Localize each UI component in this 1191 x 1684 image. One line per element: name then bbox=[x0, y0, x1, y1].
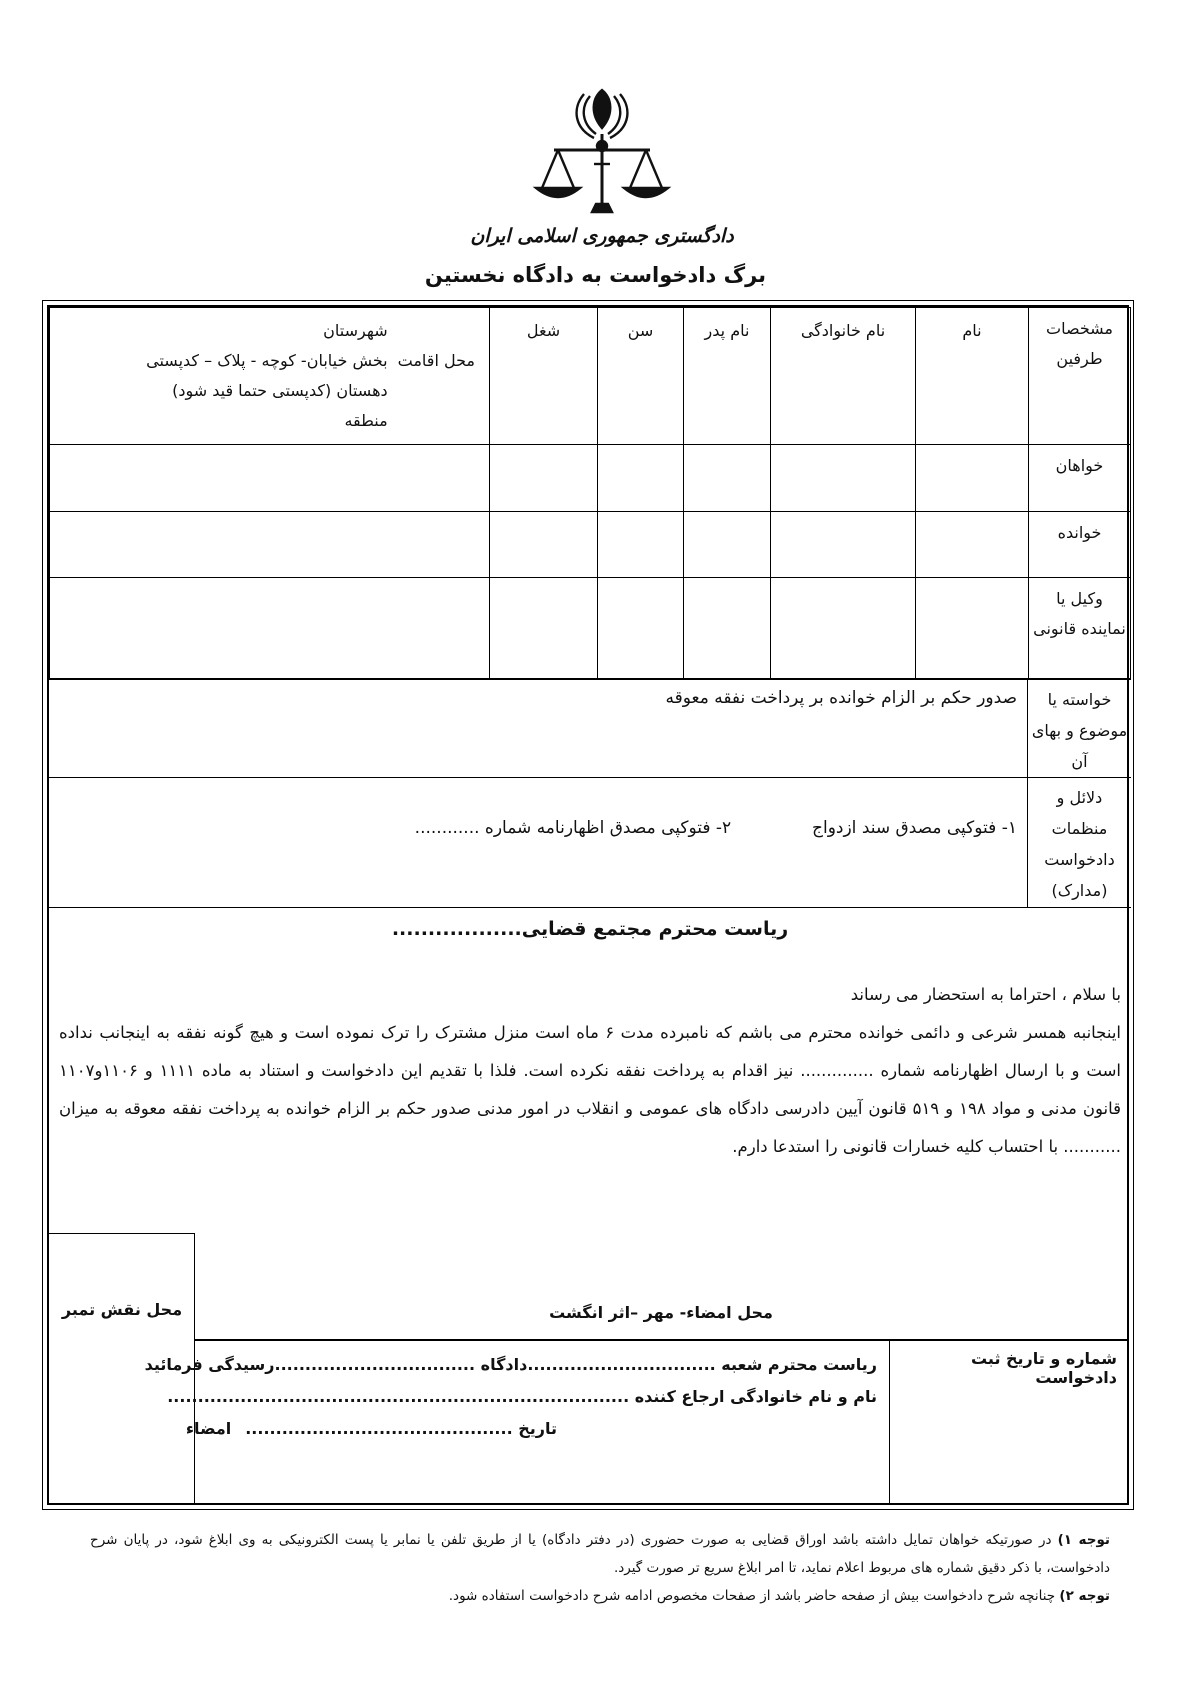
evidence-section bbox=[49, 777, 1131, 908]
address-lines bbox=[146, 316, 388, 436]
evidence-items bbox=[59, 818, 1017, 838]
note-1-label: توجه ۱) bbox=[1057, 1532, 1110, 1548]
petition-text: اینجانبه همسر شرعی و دائمی خوانده محترم می باشم که نامبرده مدت ۶ ماه است منزل مشترک را ترک نموده است و هیچ گونه نفقه به اینجانب نداده است و با ارسال اظهارنامه شماره .............. نیز اقدام به پرداخت نفقه نکرده است. فلذا با تقدیم این دادخواست و استناد به ماده ۱۱۱۱ و ۱۱۰۶و۱۱۰۷ قانون مدنی و مواد ۱۹۸ و ۵۱۹ قانون آیین دادرسی دادگاه های عمومی و انقلاب در امور مدنی صدور حکم بر الزام خوانده به پرداخت نفقه معوقه به میزان ........... با احتساب کلیه خسارات قانونی را استدعا دارم. bbox=[59, 1023, 1121, 1156]
header-name: نام bbox=[916, 308, 1029, 445]
footnotes bbox=[90, 1526, 1110, 1610]
attorney-occupation-cell[interactable] bbox=[490, 578, 598, 679]
plaintiff-residence-cell[interactable] bbox=[50, 445, 490, 512]
plaintiff-row bbox=[50, 445, 1131, 512]
header-age: سن bbox=[598, 308, 684, 445]
attorney-residence-cell[interactable] bbox=[50, 578, 490, 679]
petition-section bbox=[49, 907, 1131, 1246]
note-2 bbox=[90, 1582, 1110, 1610]
form-title: برگ دادخواست به دادگاه نخستین bbox=[424, 263, 767, 287]
parties-table bbox=[49, 307, 1131, 679]
attorney-name-cell[interactable] bbox=[916, 578, 1029, 679]
referrer-field[interactable]: نام و نام خانوادگی ارجاع کننده ............................................................................ bbox=[167, 1387, 877, 1406]
claim-label: خواسته یا موضوع و بهای آن bbox=[1027, 680, 1131, 778]
plaintiff-occupation-cell[interactable] bbox=[490, 445, 598, 512]
evidence-item-1[interactable]: ۱- فتوکپی مصدق سند ازدواج bbox=[812, 818, 1017, 838]
address-line-4: منطقه bbox=[344, 411, 388, 430]
stamp-area-label: محل نقش تمبر bbox=[61, 1300, 183, 1319]
judiciary-emblem bbox=[470, 84, 734, 254]
defendant-label: خوانده bbox=[1029, 511, 1131, 578]
attorney-label: وکیل یا نماینده قانونی bbox=[1029, 578, 1131, 679]
address-line-2: بخش خیابان- کوچه - پلاک – کدپستی bbox=[146, 351, 388, 370]
form-inner-border bbox=[47, 305, 1129, 1505]
note-2-label: توجه ۲) bbox=[1059, 1588, 1110, 1604]
referral-line-1 bbox=[144, 1349, 877, 1381]
attorney-father-cell[interactable] bbox=[684, 578, 771, 679]
defendant-family-cell[interactable] bbox=[771, 511, 916, 578]
evidence-item-2[interactable]: ۲- فتوکپی مصدق اظهارنامه شماره ............ bbox=[414, 818, 732, 838]
header-father-name: نام پدر bbox=[684, 308, 771, 445]
header-specs: مشخصات طرفین bbox=[1029, 308, 1131, 445]
branch-field[interactable]: ریاست محترم شعبه ............................... bbox=[527, 1355, 877, 1374]
claim-value[interactable]: صدور حکم بر الزام خوانده بر پرداخت نفقه معوقه bbox=[665, 688, 1017, 708]
evidence-label: دلائل و منظمات دادخواست (مدارک) bbox=[1027, 778, 1131, 908]
registration-box[interactable] bbox=[889, 1341, 1127, 1503]
header-family-name: نام خانوادگی bbox=[771, 308, 916, 445]
review-text: رسیدگی فرمائید bbox=[144, 1355, 275, 1374]
header-residence bbox=[50, 308, 490, 445]
claim-section bbox=[49, 679, 1131, 778]
signature-area-label: محل امضاء- مهر –اثر انگشت bbox=[549, 1303, 773, 1322]
judiciary-emblem-scales-icon bbox=[536, 90, 668, 212]
attorney-family-cell[interactable] bbox=[771, 578, 916, 679]
note-1-text: در صورتیکه خواهان تمایل داشته باشد اوراق قضایی به صورت حضوری (در دفتر دادگاه) یا از طریق تلفن یا نمابر یا پست الکترونیکی به وی ابلاغ شود، در پایان شرح دادخواست، با ذکر دقیق شماره های مربوط اعلام نماید، تا امر ابلاغ سریع تر صورت گیرد. bbox=[90, 1532, 1110, 1576]
plaintiff-family-cell[interactable] bbox=[771, 445, 916, 512]
plaintiff-label: خواهان bbox=[1029, 445, 1131, 512]
form-frame bbox=[42, 300, 1134, 1510]
court-field[interactable]: دادگاه ................................. bbox=[274, 1355, 528, 1374]
date-field[interactable]: تاریخ ............................................ bbox=[245, 1419, 557, 1438]
plaintiff-name-cell[interactable] bbox=[916, 445, 1029, 512]
petition-addressee: ریاست محترم مجتمع قضایی.................. bbox=[391, 918, 789, 940]
residence-label: محل اقامت bbox=[397, 351, 475, 370]
plaintiff-age-cell[interactable] bbox=[598, 445, 684, 512]
defendant-age-cell[interactable] bbox=[598, 511, 684, 578]
defendant-name-cell[interactable] bbox=[916, 511, 1029, 578]
address-line-1: شهرستان bbox=[323, 321, 388, 340]
attorney-age-cell[interactable] bbox=[598, 578, 684, 679]
address-line-3: دهستان (کدپستی حتما قید شود) bbox=[172, 381, 388, 400]
referral-line-2 bbox=[167, 1381, 877, 1413]
referral-line-3 bbox=[185, 1413, 877, 1445]
emblem-caption: دادگستری جمهوری اسلامی ایران bbox=[470, 225, 734, 247]
defendant-occupation-cell[interactable] bbox=[490, 511, 598, 578]
attorney-row bbox=[50, 578, 1131, 679]
defendant-row bbox=[50, 511, 1131, 578]
petition-body[interactable] bbox=[59, 976, 1121, 1166]
defendant-residence-cell[interactable] bbox=[50, 511, 490, 578]
note-2-text: چنانچه شرح دادخواست بیش از صفحه حاضر باشد از صفحات مخصوص ادامه شرح دادخواست استفاده شود. bbox=[448, 1588, 1060, 1604]
plaintiff-father-cell[interactable] bbox=[684, 445, 771, 512]
petition-greeting: با سلام ، احتراما به استحضار می رساند bbox=[850, 985, 1121, 1004]
referral-lines bbox=[144, 1349, 877, 1445]
registration-label: شماره و تاریخ ثبت دادخواست bbox=[970, 1349, 1117, 1387]
note-1 bbox=[90, 1526, 1110, 1582]
referral-section bbox=[144, 1339, 1127, 1503]
header-occupation: شغل bbox=[490, 308, 598, 445]
signature-field[interactable]: امضاء bbox=[185, 1419, 232, 1438]
defendant-father-cell[interactable] bbox=[684, 511, 771, 578]
